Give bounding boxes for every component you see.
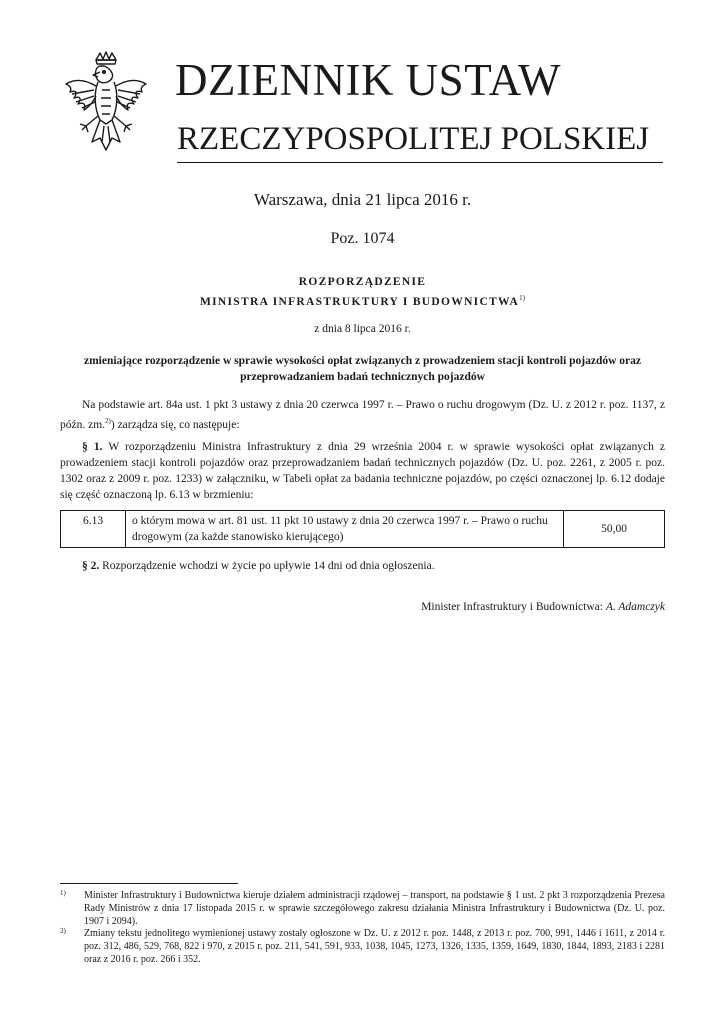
publication-place-date: Warszawa, dnia 21 lipca 2016 r. — [253, 190, 472, 209]
footnote-ref-2: 2) — [105, 417, 111, 425]
act-authority — [0, 294, 725, 308]
act-authority-text: MINISTRA INFRASTRUKTURY I BUDOWNICTWA — [200, 295, 520, 308]
legal-basis-ending: ) zarządza się, co następuje: — [110, 418, 240, 431]
footnote-number: 2) — [60, 927, 66, 935]
footnote-text: Minister Infrastruktury i Budownictwa kieruje działem administracji rządowej – transport, na podstawie § 1 ust. 2 pkt 3 rozporządzenia Prezesa Rady Ministrów z dnia 17 listopada 2015 r. w sprawie szczegółowego zakresu działania Ministra Infrastruktury i Budownictwa (Dz. U. poz. 1907 i 2094). — [84, 890, 665, 927]
footnote-number: 1) — [60, 889, 66, 897]
signature-role: Minister Infrastruktury i Budownictwa: — [421, 601, 603, 613]
footnote-text: Zmiany tekstu jednolitego wymienionej ustawy zostały ogłoszone w Dz. U. z 2012 r. poz. 1448, z 2013 r. poz. 700, 991, 1446 i 1611, z 2014 r. poz. 312, 486, 529, 768, 822 i 970, z 2015 r. poz. 211, 541, 591, 933, 1038, 1045, 1273, 1326, 1335, 1359, 1649, 1830, 1844, 1893, 2183 i 2281 oraz z 2016 r. poz. 266 i 352. — [84, 928, 665, 965]
signature-line — [60, 601, 665, 613]
footnote-ref-1: 1) — [519, 294, 525, 302]
masthead-subtitle: RZECZYPOSPOLITEJ POLSKIEJ — [177, 121, 650, 157]
legal-basis-text: Na podstawie art. 84a ust. 1 pkt 3 ustawy z dnia 20 czerwca 1997 r. – Prawo o ruchu drogowym (Dz. U. z 2012 r. poz. 1137, z późn. zm. — [60, 399, 665, 431]
act-type: ROZPORZĄDZENIE — [298, 276, 427, 288]
table-cell-description: o którym mowa w art. 81 ust. 11 pkt 10 ustawy z dnia 20 czerwca 1997 r. – Prawo o ruchu drogowym (za każde stanowisko kierującego) — [126, 511, 564, 548]
section-1-mark: § 1. — [82, 441, 103, 453]
position-number: Poz. 1074 — [330, 230, 395, 247]
masthead-rule — [177, 162, 663, 163]
section-1-paragraph — [60, 439, 665, 503]
signature-name: A. Adamczyk — [605, 601, 665, 613]
section-2-mark: § 2. — [82, 560, 100, 572]
act-date: z dnia 8 lipca 2016 r. — [314, 323, 411, 335]
act-subject: zmieniające rozporządzenie w sprawie wysokości opłat związanych z prowadzeniem stacji kontroli pojazdów oraz przeprowadzaniem badań technicznych pojazdów — [83, 355, 642, 383]
fee-table — [60, 510, 665, 548]
footnote-rule — [60, 883, 238, 884]
legal-basis-paragraph — [60, 397, 665, 433]
table-cell-lp: 6.13 — [61, 511, 126, 548]
eagle-emblem-icon — [60, 50, 152, 160]
table-row — [61, 511, 665, 548]
masthead-title: DZIENNIK USTAW — [175, 55, 561, 105]
table-cell-fee: 50,00 — [564, 511, 665, 548]
section-1-text: W rozporządzeniu Ministra Infrastruktury z dnia 29 września 2004 r. w sprawie wysokości opłat związanych z prowadzeniem stacji kontroli pojazdów oraz przeprowadzaniem badań technicznych pojazdów (Dz. U. poz. 2261, z 2005 r. poz. 1302 oraz z 2009 r. poz. 1233) w załączniku, w Tabeli opłat za badania techniczne pojazdów, po części oznaczonej lp. 6.12 dodaje się część oznaczoną lp. 6.13 w brzmieniu: — [60, 441, 665, 501]
section-2-text: Rozporządzenie wchodzi w życie po upływie 14 dni od dnia ogłoszenia. — [102, 560, 435, 572]
section-2-paragraph — [60, 558, 665, 574]
